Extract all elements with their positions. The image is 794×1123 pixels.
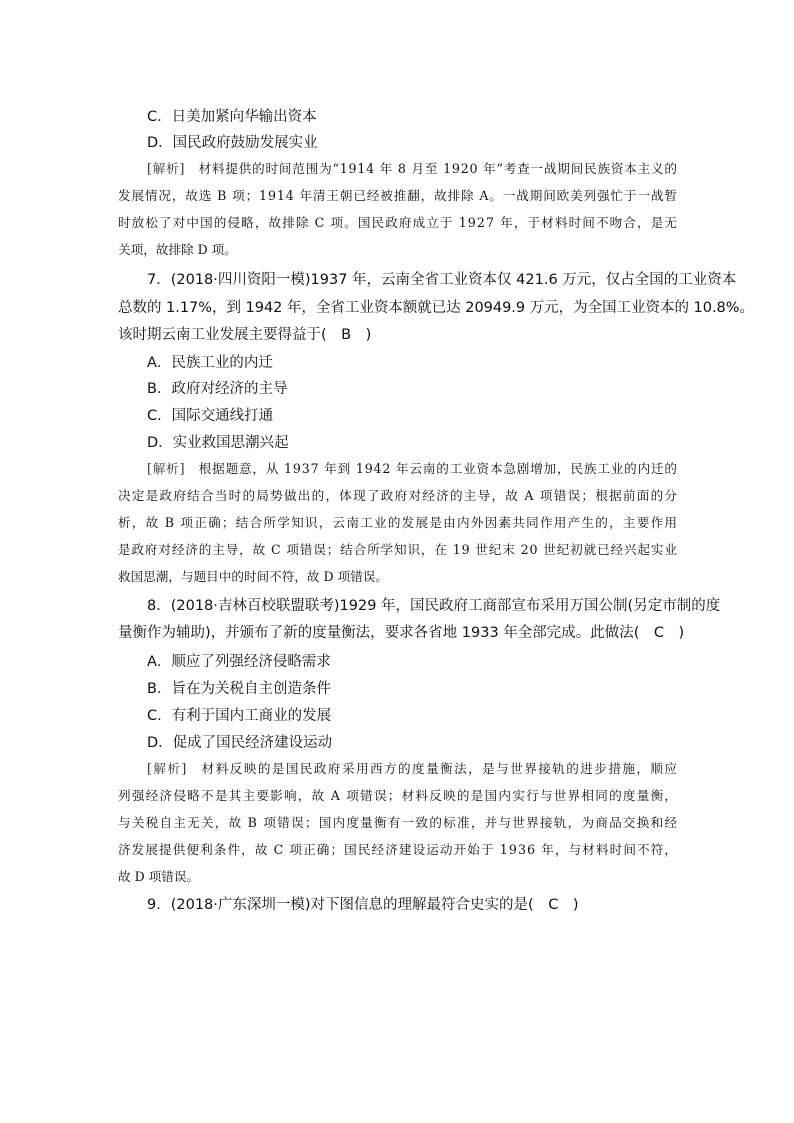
answer-option: D．国民政府鼓励发展实业 <box>147 135 318 151</box>
question-stem: 7．(2018·四川资阳一模)1937 年，云南全省工业资本仅 421.6 万元，仅占全国的工业资本 <box>147 272 737 288</box>
analysis-text: 根据题意，从 1937 年到 1942 年云南的工业资本急剧增加，民族工业的内迁的 <box>185 461 678 476</box>
analysis-text: 材料反映的是国民政府采用西方的度量衡法，是与世界接轨的进步措施，顺应 <box>187 761 679 776</box>
answer-option: B．旨在为关税自主创造条件 <box>147 681 331 697</box>
analysis-text: 与关税自主无关，故 B 项错误；国内度量衡有一致的标准，并与世界接轨，为商品交换和经 <box>118 815 679 830</box>
question-stem-cont: 量衡作为辅助)，并颁布了新的度量衡法，要求各省地 1933 年全部完成。此做法( C ) <box>118 625 685 641</box>
analysis-text: 关项，故排除 D 项。 <box>118 242 237 257</box>
analysis-line <box>118 812 678 831</box>
answer-option: C．国际交通线打通 <box>147 408 274 424</box>
answer-option: A．民族工业的内迁 <box>147 355 273 371</box>
analysis-text: 时放松了对中国的侵略，故排除 C 项。国民政府成立于 1927 年，于材料时间不吻合，是无 <box>118 215 679 230</box>
answer-option: B．政府对经济的主导 <box>147 381 288 397</box>
analysis-line <box>118 539 678 558</box>
analysis-text: 材料提供的时间范围为“1914 年 8 月至 1920 年”考查一战期间民族资本主义的 <box>185 161 678 176</box>
analysis-text: 析，故 B 项正确；结合所学知识，云南工业的发展是由内外因素共同作用产生的，主要作用 <box>118 515 679 530</box>
analysis-line <box>147 758 678 777</box>
analysis-text: 故 D 项错误。 <box>118 869 200 884</box>
analysis-text: 是政府对经济的主导，故 C 项错误；结合所学知识，在 19 世纪末 20 世纪初就已经兴起实业 <box>118 542 678 557</box>
analysis-line <box>118 512 678 531</box>
analysis-line <box>118 785 678 804</box>
analysis-line <box>118 485 678 504</box>
analysis-line <box>147 458 678 477</box>
answer-option: C．有利于国内工商业的发展 <box>147 708 332 724</box>
analysis-line <box>118 566 388 585</box>
analysis-text: 发展情况，故选 B 项；1914 年清王朝已经被推翻，故排除 A。一战期间欧美列强忙于一战暂 <box>118 188 678 203</box>
analysis-tag: [解析] <box>147 161 186 176</box>
answer-option: A．顺应了列强经济侵略需求 <box>147 654 331 670</box>
analysis-text: 列强经济侵略不是其主要影响，故 A 项错误；材料反映的是国内实行与世界相同的度量衡， <box>118 788 679 803</box>
answer-option: D．促成了国民经济建设运动 <box>147 735 333 751</box>
analysis-line <box>118 866 199 885</box>
analysis-line <box>118 239 237 258</box>
analysis-line <box>118 212 678 231</box>
analysis-tag: [解析] <box>147 761 188 776</box>
question-stem: 9．(2018·广东深圳一模)对下图信息的理解最符合史实的是( C ) <box>147 897 579 913</box>
analysis-tag: [解析] <box>147 461 186 476</box>
answer-option: D．实业救国思潮兴起 <box>147 435 289 451</box>
analysis-text: 济发展提供便利条件，故 C 项正确；国民经济建设运动开始于 1936 年，与材料时间不符， <box>118 842 679 857</box>
answer-option: C．日美加紧向华输出资本 <box>147 109 317 125</box>
analysis-line <box>147 158 678 177</box>
analysis-text: 救国思潮，与题目中的时间不符，故 D 项错误。 <box>118 569 388 584</box>
analysis-text: 决定是政府结合当时的局势做出的，体现了政府对经济的主导，故 A 项错误；根据前面的分 <box>118 488 679 503</box>
analysis-line <box>118 839 678 858</box>
question-stem: 8．(2018·吉林百校联盟联考)1929 年，国民政府工商部宣布采用万国公制(另定市制的度 <box>147 598 721 614</box>
question-stem-cont: 总数的 1.17%，到 1942 年，全省工业资本额就已达 20949.9 万元，为全国工业资本的 10.8%。 <box>118 300 754 316</box>
question-stem-cont: 该时期云南工业发展主要得益于( B ) <box>118 327 372 343</box>
analysis-line <box>118 185 678 204</box>
